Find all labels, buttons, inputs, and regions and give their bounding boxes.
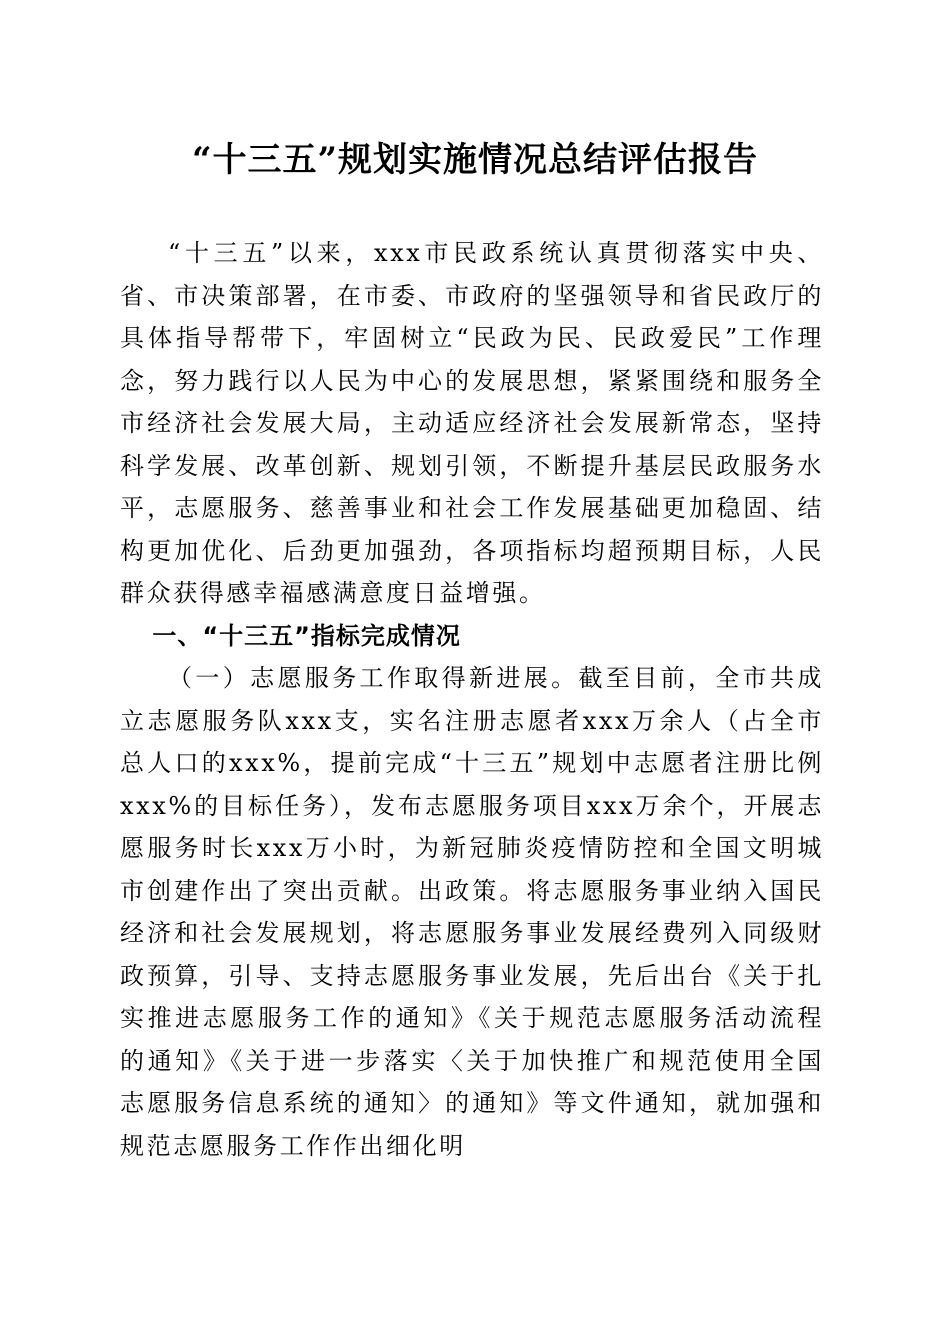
subsection-paragraph <box>120 657 824 1167</box>
subsection-text: 截至目前，全市共成立志愿服务队xxx支，实名注册志愿者xxx万余人（占全市总人口的xxx%，提前完成“十三五”规划中志愿者注册比例xxx%的目标任务），发布志愿服务项目xxx万余个，开展志愿服务时长xxx万小时，为新冠肺炎疫情防控和全国文明城市创建作出了突出贡献。出政策。将志愿服务事业纳入国民经济和社会发展规划，将志愿服务事业发展经费列入同级财政预算，引导、支持志愿服务事业发展，先后出台《关于扎实推进志愿服务工作的通知》《关于规范志愿服务活动流程的通知》《关于进一步落实〈关于加快推广和规范使用全国志愿服务信息系统的通知〉的通知》等文件通知，就加强和规范志愿服务工作作出细化明 <box>120 664 825 1160</box>
document-body <box>120 232 824 1167</box>
document-title: “十三五”规划实施情况总结评估报告 <box>191 140 759 180</box>
section-heading: 一、“十三五”指标完成情况 <box>152 621 461 650</box>
intro-paragraph: “十三五”以来，xxx市民政系统认真贯彻落实中央、省、市决策部署，在市委、市政府的坚强领导和省民政厅的具体指导帮带下，牢固树立“民政为民、民政爱民”工作理念，努力践行以人民为中心的发展思想，紧紧围绕和服务全市经济社会发展大局，主动适应经济社会发展新常态，坚持科学发展、改革创新、规划引领，不断提升基层民政服务水平，志愿服务、慈善事业和社会工作发展基础更加稳固、结构更加优化、后劲更加强劲，各项指标均超预期目标，人民群众获得感幸福感满意度日益增强。 <box>120 239 824 607</box>
subsection-lead: （一）志愿服务工作取得新进展。 <box>168 664 579 692</box>
